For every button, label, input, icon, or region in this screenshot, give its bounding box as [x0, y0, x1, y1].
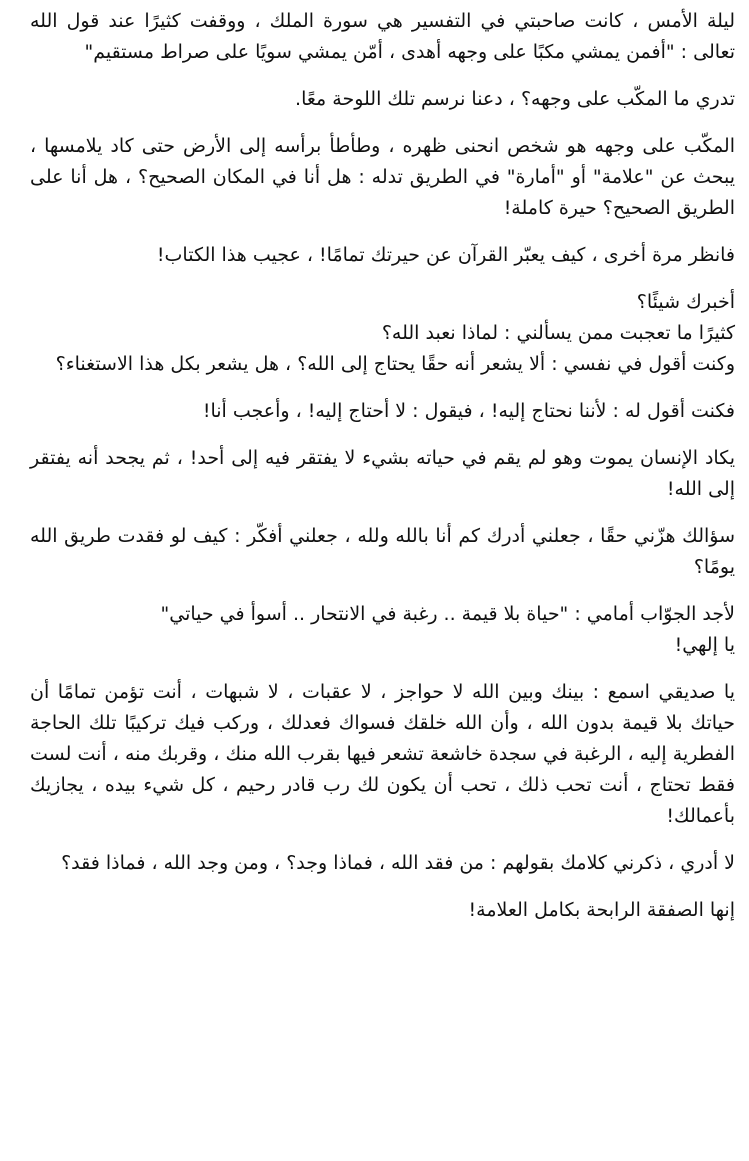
- paragraph-lets-paint: [30, 84, 735, 115]
- paragraph-quran-wonder: [30, 240, 735, 271]
- text-line: المكّب على وجهه هو شخص انحنى ظهره ، وطأطأ برأسه إلى الأرض حتى كاد يلامسها ، يبحث عن "علامة" أو "أمارة" في الطريق تدله : هل أنا في المكان الصحيح؟ ، هل أنا على الطريق الصحيح؟ حيرة كاملة!: [30, 135, 735, 219]
- text-line: لأجد الجوّاب أمامي : "حياة بلا قيمة .. رغبة في الانتحار .. أسوأ في حياتي": [160, 603, 735, 625]
- paragraph-human-need: [30, 443, 735, 505]
- text-line: ليلة الأمس ، كانت صاحبتي في التفسير هي سورة الملك ، ووقفت كثيرًا عند قول الله تعالى : "أفمن يمشي مكبًا على وجهه أهدى ، أمّن يمشي سويًا على صراط مستقيم": [30, 10, 735, 63]
- text-line: أخبرك شيئًا؟: [636, 291, 735, 313]
- text-line: إنها الصفقة الرابحة بكامل العلامة!: [468, 899, 735, 921]
- text-line: تدري ما المكّب على وجهه؟ ، دعنا نرسم تلك اللوحة معًا.: [295, 88, 735, 110]
- text-line: فكنت أقول له : لأننا نحتاج إليه! ، فيقول : لا أحتاج إليه! ، وأعجب أنا!: [202, 400, 735, 422]
- paragraph-why-worship: [30, 287, 735, 380]
- paragraph-my-friend: [30, 677, 735, 832]
- text-line: لا أدري ، ذكرني كلامك بقولهم : من فقد الله ، فماذا وجد؟ ، ومن وجد الله ، فماذا فقد؟: [61, 852, 735, 874]
- bottom-edge-mask: [0, 1153, 749, 1161]
- text-line: فانظر مرة أخرى ، كيف يعبّر القرآن عن حيرتك تمامًا! ، عجيب هذا الكتاب!: [156, 244, 735, 266]
- paragraph-your-question: [30, 521, 735, 583]
- text-line: وكنت أقول في نفسي : ألا يشعر أنه حقًا يحتاج إلى الله؟ ، هل يشعر بكل هذا الاستغناء؟: [55, 353, 735, 375]
- text-line: يكاد الإنسان يموت وهو لم يقم في حياته بشيء لا يفتقر فيه إلى أحد! ، ثم يجحد أنه يفتقر إلى الله!: [30, 447, 735, 500]
- paragraph-answer: [30, 599, 735, 661]
- text-line: يا إلهي!: [674, 634, 735, 656]
- paragraph-we-need-him: [30, 396, 735, 427]
- paragraph-who-lost-god: [30, 848, 735, 879]
- paragraph-mukib-description: [30, 131, 735, 224]
- paragraph-surah-al-mulk: [30, 6, 735, 68]
- text-line: يا صديقي اسمع : بينك وبين الله لا حواجز ، لا عقبات ، لا شبهات ، أنت تؤمن تمامًا أن حياتك بلا قيمة بدون الله ، وأن الله خلقك فسواك فعدلك ، وركب فيك تركيبًا تلك الحاجة الفطرية إليه ، الرغبة في سجدة خاشعة تشعر فيها بقرب الله منك ، وقربك منه ، أنت لست فقط تحتاج ، أنت تحب ذلك ، تحب أن يكون لك رب قادر رحيم ، كل شيء بيده ، يجازيك بأعمالك!: [30, 681, 735, 827]
- paragraph-winning-deal: [30, 895, 735, 926]
- text-line: سؤالك هزّني حقًا ، جعلني أدرك كم أنا بالله ولله ، جعلني أفكّر : كيف لو فقدت طريق الله يومًا؟: [30, 525, 735, 578]
- text-line: كثيرًا ما تعجبت ممن يسألني : لماذا نعبد الله؟: [381, 322, 735, 344]
